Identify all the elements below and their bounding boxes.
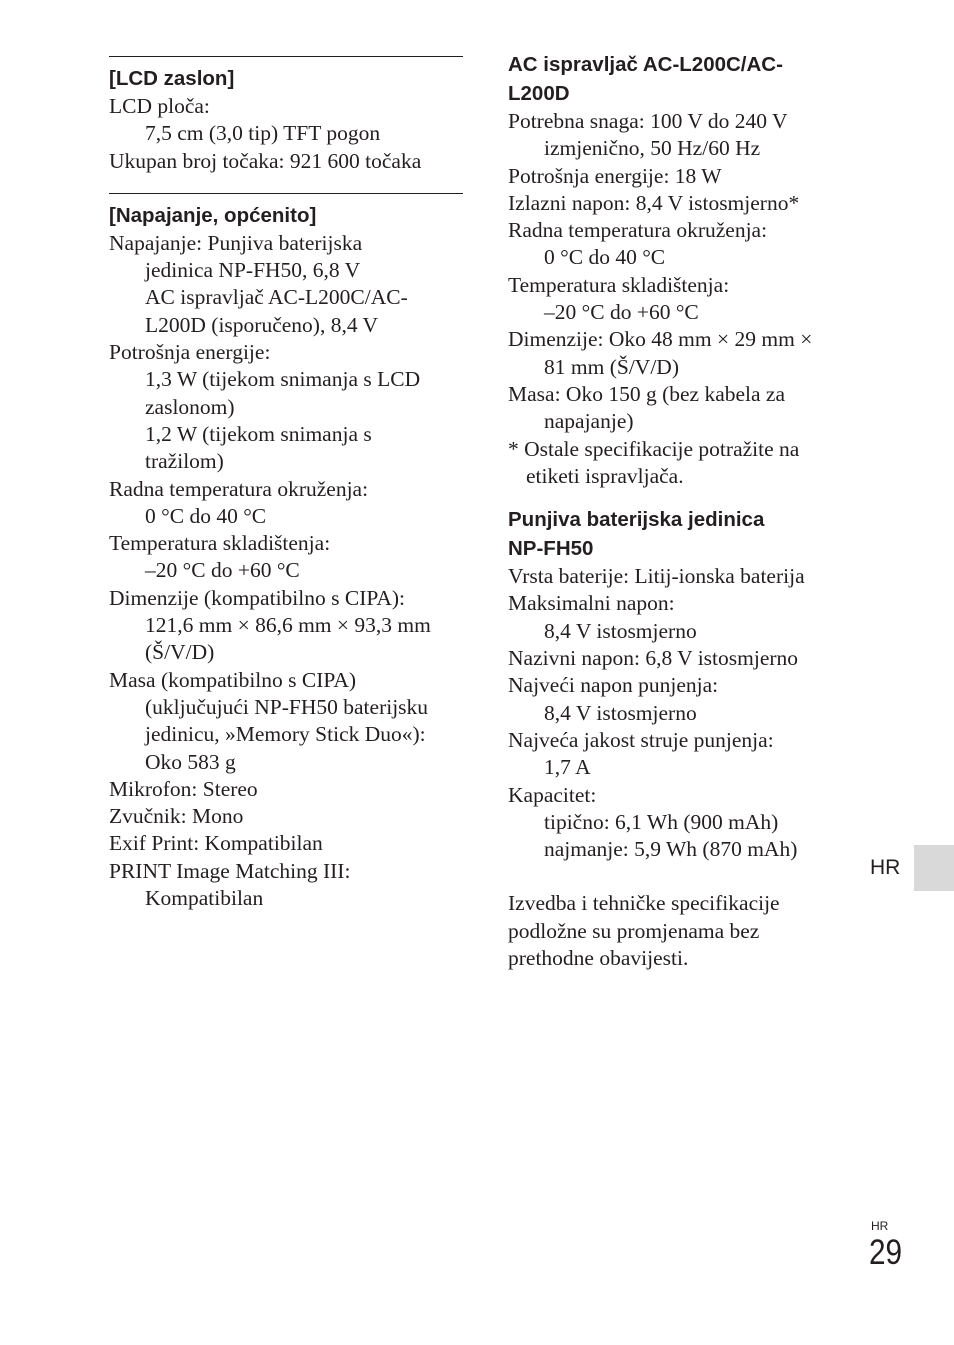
spec-line: tražilom) (145, 449, 224, 474)
spec-line: napajanje) (544, 409, 634, 434)
spec-line: najmanje: 5,9 Wh (870 mAh) (544, 837, 798, 862)
spec-line: Masa (kompatibilno s CIPA) (109, 667, 357, 692)
spec-line: tipično: 6,1 Wh (900 mAh) (544, 809, 779, 834)
spec-line: etiketi ispravljača. (526, 463, 684, 488)
spec-line: PRINT Image Matching III: (109, 858, 351, 883)
spec-line: 0 °C do 40 °C (544, 245, 666, 270)
spec-line: Exif Print: Kompatibilan (109, 831, 323, 856)
spec-line: Radna temperatura okruženja: (508, 218, 768, 243)
notice-section (508, 890, 853, 972)
lcd-section (109, 56, 463, 175)
language-side-tab (914, 845, 954, 891)
spec-line: 7,5 cm (3,0 tip) TFT pogon (145, 121, 381, 146)
spec-line: Kompatibilan (145, 886, 264, 911)
spec-line: Najveći napon punjenja: (508, 673, 719, 698)
spec-line: Zvučnik: Mono (109, 804, 244, 829)
spec-line: izmjenično, 50 Hz/60 Hz (544, 136, 761, 161)
spec-line: 8,4 V istosmjerno (544, 700, 697, 725)
spec-line: (uključujući NP-FH50 baterijsku (145, 694, 429, 719)
adapter-section (508, 50, 853, 490)
battery-spec-list (508, 563, 853, 863)
spec-line: LCD ploča: (109, 94, 210, 118)
lcd-spec-list (109, 93, 463, 175)
battery-section (508, 505, 853, 863)
spec-line: Napajanje: Punjiva baterijska (109, 230, 363, 255)
spec-line: jedinicu, »Memory Stick Duo«): (145, 722, 426, 747)
spec-line: Dimenzije (kompatibilno s CIPA): (109, 585, 406, 610)
power-heading: [Napajanje, općenito] (109, 203, 317, 227)
spec-line: prethodne obavijesti. (508, 946, 689, 971)
spec-line: AC ispravljač AC-L200C/AC- (145, 285, 408, 310)
spec-line: –20 °C do +60 °C (544, 300, 699, 325)
spec-line: 0 °C do 40 °C (145, 503, 267, 528)
spec-line: Najveća jakost struje punjenja: (508, 727, 774, 752)
spec-line: Potrošnja energije: 18 W (508, 163, 722, 188)
spec-line: Maksimalni napon: (508, 591, 675, 616)
spec-line: 1,2 W (tijekom snimanja s (145, 421, 372, 446)
spec-line: Vrsta baterije: Litij-ionska baterija (508, 564, 805, 589)
spec-line: Temperatura skladištenja: (109, 531, 331, 556)
right-column (508, 50, 853, 972)
spec-line: Masa: Oko 150 g (bez kabela za (508, 381, 786, 406)
spec-line: Kapacitet: (508, 782, 597, 807)
adapter-spec-list (508, 108, 853, 490)
power-section (109, 193, 463, 912)
spec-line: Potrebna snaga: 100 V do 240 V (508, 109, 788, 133)
battery-heading-line1: Punjiva baterijska jedinica (508, 508, 765, 532)
spec-line: 1,7 A (544, 755, 591, 780)
page-number: 29 (869, 1233, 903, 1272)
spec-line: Nazivni napon: 6,8 V istosmjerno (508, 646, 799, 671)
spec-line: –20 °C do +60 °C (145, 558, 300, 583)
adapter-heading-line1: AC ispravljač AC-L200C/AC- (508, 53, 783, 76)
spec-line: 8,4 V istosmjerno (544, 618, 697, 643)
battery-heading-line2: NP-FH50 (508, 537, 594, 561)
spec-line: jedinica NP-FH50, 6,8 V (145, 258, 361, 283)
spec-line: * Ostale specifikacije potražite na (508, 436, 800, 461)
left-column (109, 56, 463, 912)
adapter-heading-line2: L200D (508, 82, 570, 105)
spec-line: Dimenzije: Oko 48 mm × 29 mm × (508, 327, 813, 352)
spec-line: Radna temperatura okruženja: (109, 476, 369, 501)
spec-line: 1,3 W (tijekom snimanja s LCD (145, 367, 421, 392)
spec-line: Potrošnja energije: (109, 340, 271, 365)
spec-line: Izvedba i tehničke specifikacije (508, 891, 780, 916)
power-spec-list (109, 230, 463, 912)
spec-line: Oko 583 g (145, 749, 236, 774)
spec-line: 121,6 mm × 86,6 mm × 93,3 mm (145, 613, 431, 638)
spec-line: 81 mm (Š/V/D) (544, 354, 679, 379)
notice-text (508, 890, 853, 972)
spec-line: Mikrofon: Stereo (109, 776, 258, 801)
spec-line: Izlazni napon: 8,4 V istosmjerno* (508, 190, 800, 215)
language-tab-label: HR (870, 856, 901, 879)
lcd-heading: [LCD zaslon] (109, 67, 235, 90)
spec-line: Ukupan broj točaka: 921 600 točaka (109, 148, 422, 173)
page-language-code: HR (871, 1219, 889, 1233)
spec-line: zaslonom) (145, 394, 235, 419)
spec-line: (Š/V/D) (145, 640, 215, 665)
spec-line: Temperatura skladištenja: (508, 272, 730, 297)
spec-line: podložne su promjenama bez (508, 918, 760, 943)
spec-line: L200D (isporučeno), 8,4 V (145, 312, 379, 337)
